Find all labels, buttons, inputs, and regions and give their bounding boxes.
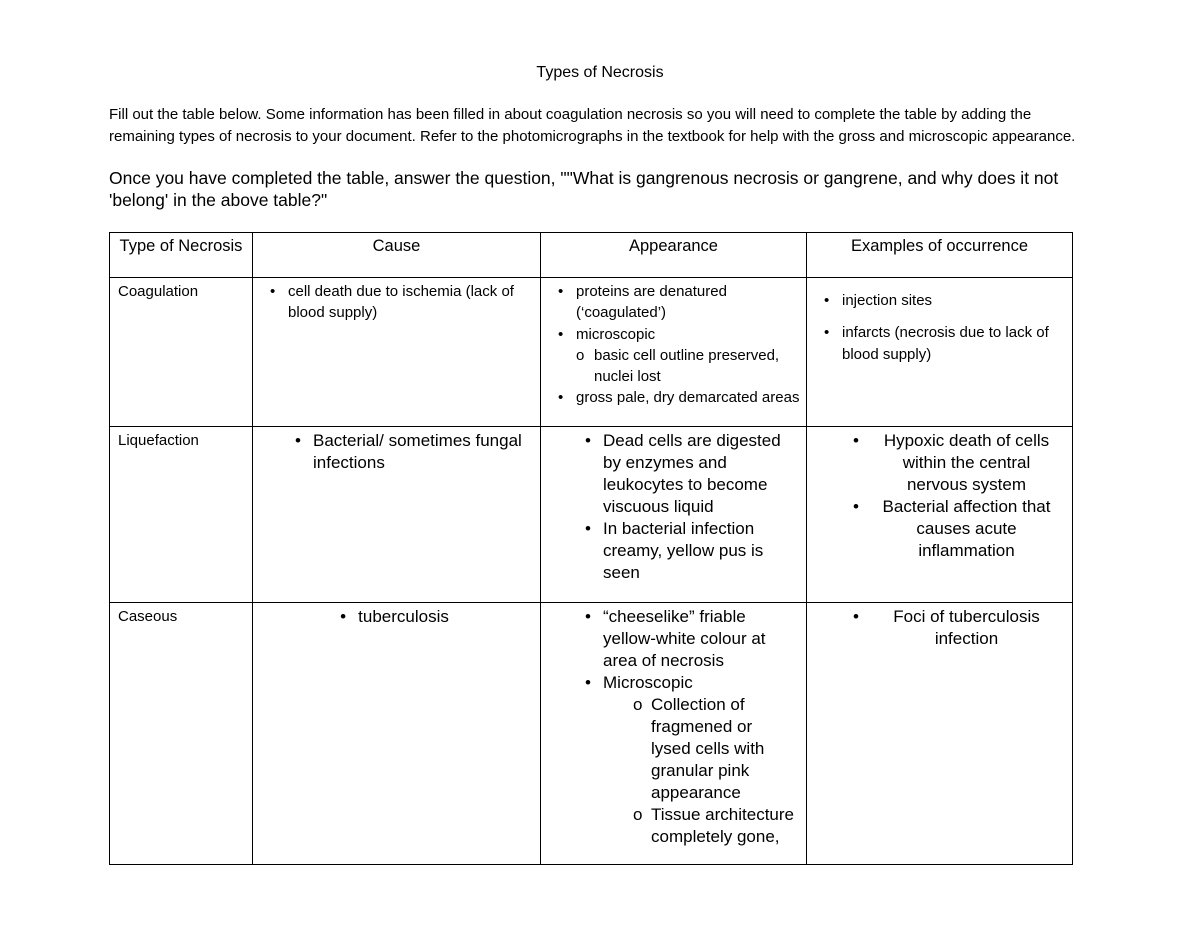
list-item-text: microscopic — [576, 325, 656, 343]
header-cause: Cause — [253, 233, 541, 278]
sub-list-item: o basic cell outline preserved, nuclei lost — [576, 345, 800, 388]
header-type: Type of Necrosis — [110, 233, 253, 278]
header-appearance: Appearance — [541, 233, 807, 278]
row-type-coagulation: Coagulation — [110, 278, 253, 427]
table-row-liquefaction — [110, 427, 1073, 603]
bullet-list — [289, 430, 530, 474]
list-item: • infarcts (necrosis due to lack of blood supply) — [818, 322, 1066, 365]
cell-appearance-liquefaction — [541, 427, 807, 603]
cell-cause-coagulation — [253, 278, 541, 427]
sub-list-item: o Collection of fragmened or lysed cells with granular pink appearance — [633, 694, 796, 804]
sub-bullet-list — [576, 345, 800, 388]
cell-appearance-caseous — [541, 603, 807, 865]
list-item — [552, 324, 800, 388]
header-examples: Examples of occurrence — [807, 233, 1073, 278]
row-type-caseous: Caseous — [110, 603, 253, 865]
bullet-list — [552, 281, 800, 409]
bullet-list — [579, 430, 796, 584]
necrosis-table — [109, 232, 1073, 865]
instructions-paragraph-1 — [109, 104, 1094, 147]
list-item: • Bacterial affection that causes acute inflammation — [847, 496, 1062, 562]
table-row-coagulation — [110, 278, 1073, 427]
table-header-row — [110, 233, 1073, 278]
list-item: • Dead cells are digested by enzymes and leukocytes to become viscuous liquid — [579, 430, 796, 518]
bullet-list — [579, 606, 796, 848]
bullet-list — [847, 606, 1062, 650]
row-type-liquefaction: Liquefaction — [110, 427, 253, 603]
instructions-text-1: Fill out the table below. Some information has been filled in about coagulation necrosis so you will need to complete the table by adding the remaining types of necrosis to your document. Refer to the photomicrographs in the textbook for help with the gross and microscopic appearance. — [109, 106, 1076, 145]
bullet-list — [334, 606, 449, 628]
list-item: • injection sites — [818, 290, 1066, 311]
list-item: • “cheeselike” friable yellow-white colour at area of necrosis — [579, 606, 796, 672]
sub-list-item: o Tissue architecture completely gone, — [633, 804, 796, 848]
list-item: • Hypoxic death of cells within the central nervous system — [847, 430, 1062, 496]
cell-appearance-coagulation — [541, 278, 807, 427]
list-item: • proteins are denatured (‘coagulated’) — [552, 281, 800, 324]
instructions-paragraph-2 — [109, 168, 1094, 211]
bullet-list — [264, 281, 534, 324]
table-row-caseous — [110, 603, 1073, 865]
bullet-list — [847, 430, 1062, 562]
list-item: • Foci of tuberculosis infection — [847, 606, 1062, 650]
list-item: • gross pale, dry demarcated areas — [552, 387, 800, 408]
list-item — [579, 672, 796, 848]
list-item: • Bacterial/ sometimes fungal infections — [289, 430, 530, 474]
cell-examples-coagulation — [807, 278, 1073, 427]
list-item-text: Microscopic — [603, 673, 693, 692]
page-title: Types of Necrosis — [536, 64, 664, 81]
bullet-list — [818, 290, 1066, 365]
cell-cause-liquefaction — [253, 427, 541, 603]
cell-cause-caseous — [253, 603, 541, 865]
instructions-text-2: Once you have completed the table, answer the question, ""What is gangrenous necrosis or gangrene, and why does it not 'belong' in the above table?" — [109, 168, 1059, 210]
list-item: • In bacterial infection creamy, yellow pus is seen — [579, 518, 796, 584]
sub-bullet-list — [633, 694, 796, 848]
cell-examples-caseous — [807, 603, 1073, 865]
cell-examples-liquefaction — [807, 427, 1073, 603]
list-item: • cell death due to ischemia (lack of blood supply) — [264, 281, 534, 324]
list-item: • tuberculosis — [334, 606, 449, 628]
